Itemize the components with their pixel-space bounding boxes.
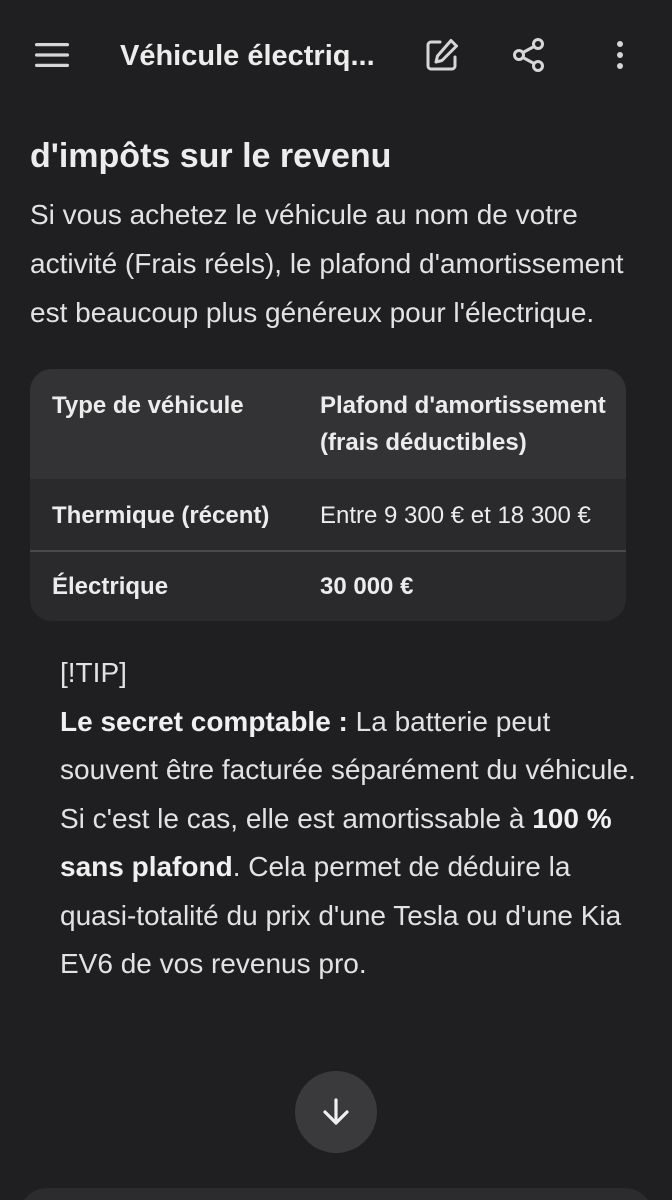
input-panel	[18, 1188, 654, 1200]
section-heading: d'impôts sur le revenu	[30, 137, 392, 175]
more-vertical-icon	[615, 40, 625, 70]
edit-button[interactable]	[414, 27, 470, 83]
table-cell: Entre 9 300 € et 18 300 €	[320, 502, 591, 529]
intro-paragraph: Si vous achetez le véhicule au nom de votre activité (Frais réels), le plafond d'amortissement est beaucoup plus généreux pour l'électrique.	[30, 199, 624, 328]
page-title: Véhicule électriq...	[120, 40, 375, 72]
table-row	[30, 479, 626, 551]
tip-label: [!TIP]	[60, 657, 127, 688]
table-cell: Électrique	[52, 573, 169, 600]
tip-strong-highlight: 100 % sans plafond	[60, 802, 612, 882]
hamburger-menu-icon	[34, 41, 70, 69]
share-button[interactable]	[501, 27, 557, 83]
table-header-cell: Type de véhicule	[52, 392, 244, 419]
table	[30, 369, 626, 621]
top-app-bar	[0, 0, 672, 110]
scroll-to-bottom-button[interactable]	[295, 1071, 377, 1153]
table-cell: Thermique (récent)	[52, 502, 270, 529]
table-cell: 30 000 €	[320, 573, 414, 600]
message-content	[30, 130, 640, 989]
more-options-button[interactable]	[592, 27, 648, 83]
edit-note-icon	[424, 37, 460, 73]
table-header-row	[30, 369, 626, 479]
arrow-down-icon	[320, 1096, 352, 1128]
tip-text: La batterie peut souvent être facturée séparément du véhicule. Si c'est le cas, elle est amortissable à	[60, 705, 636, 834]
menu-button[interactable]	[24, 27, 80, 83]
table-row	[30, 551, 626, 621]
tip-text: . Cela permet de déduire la quasi-totalité du prix d'une Tesla ou d'une Kia EV6 de vos revenus pro.	[60, 851, 622, 979]
comparison-table	[30, 369, 626, 621]
share-icon	[512, 38, 546, 72]
tip-strong-intro: Le secret comptable :	[60, 705, 348, 737]
table-header-cell: Plafond d'amortissement (frais déductibles)	[320, 392, 606, 456]
tip-callout	[30, 649, 640, 989]
